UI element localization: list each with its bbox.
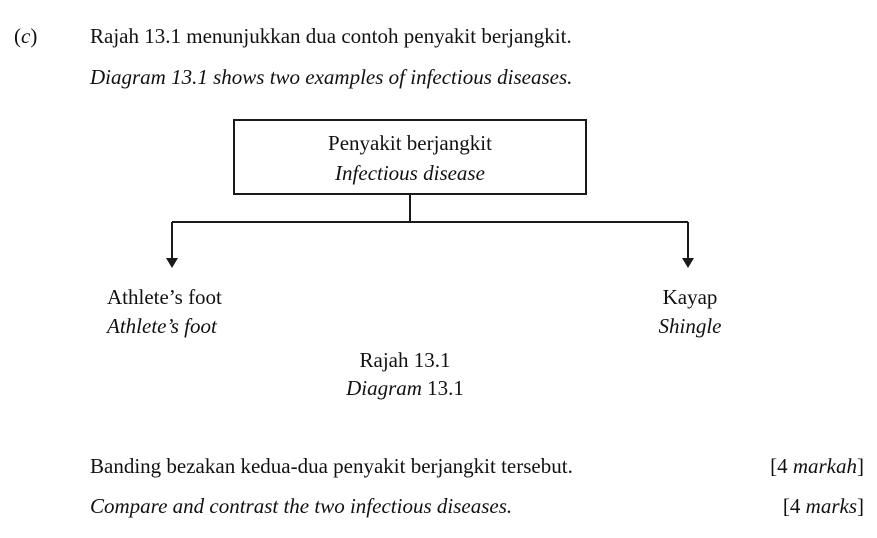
question-text-english: Diagram 13.1 shows two examples of infectious diseases. [90, 65, 573, 89]
diagram-caption-malay: Rajah 13.1 [359, 348, 451, 372]
left-arrowhead-icon [166, 258, 178, 268]
caption-number: 13.1 [427, 376, 464, 400]
marks-english [783, 496, 864, 517]
root-node-malay: Penyakit berjangkit [328, 131, 492, 155]
left-leaf-english: Athlete’s foot [107, 314, 217, 338]
marks-malay-close: ] [857, 454, 864, 478]
caption-word: Diagram [346, 376, 422, 400]
left-leaf-malay: Athlete’s foot [107, 285, 222, 309]
right-leaf-malay: Kayap [662, 285, 718, 309]
marks-english-word: marks [805, 494, 857, 518]
right-arrowhead-icon [682, 258, 694, 268]
marks-malay-num: [4 [770, 454, 788, 478]
task-text-malay: Banding bezakan kedua-dua penyakit berjangkit tersebut. [90, 454, 573, 478]
marks-malay [770, 456, 864, 477]
marks-english-close: ] [857, 494, 864, 518]
diagram-caption-english [320, 378, 490, 399]
root-node-english: Infectious disease [335, 161, 485, 185]
question-text-malay: Rajah 13.1 menunjukkan dua contoh penyakit berjangkit. [90, 24, 572, 48]
question-part-label: (c) [14, 24, 38, 48]
part-letter: c [21, 24, 31, 48]
marks-malay-word: markah [792, 454, 857, 478]
task-text-english: Compare and contrast the two infectious diseases. [90, 494, 513, 518]
marks-english-num: [4 [782, 494, 801, 518]
right-leaf-english: Shingle [658, 314, 722, 338]
